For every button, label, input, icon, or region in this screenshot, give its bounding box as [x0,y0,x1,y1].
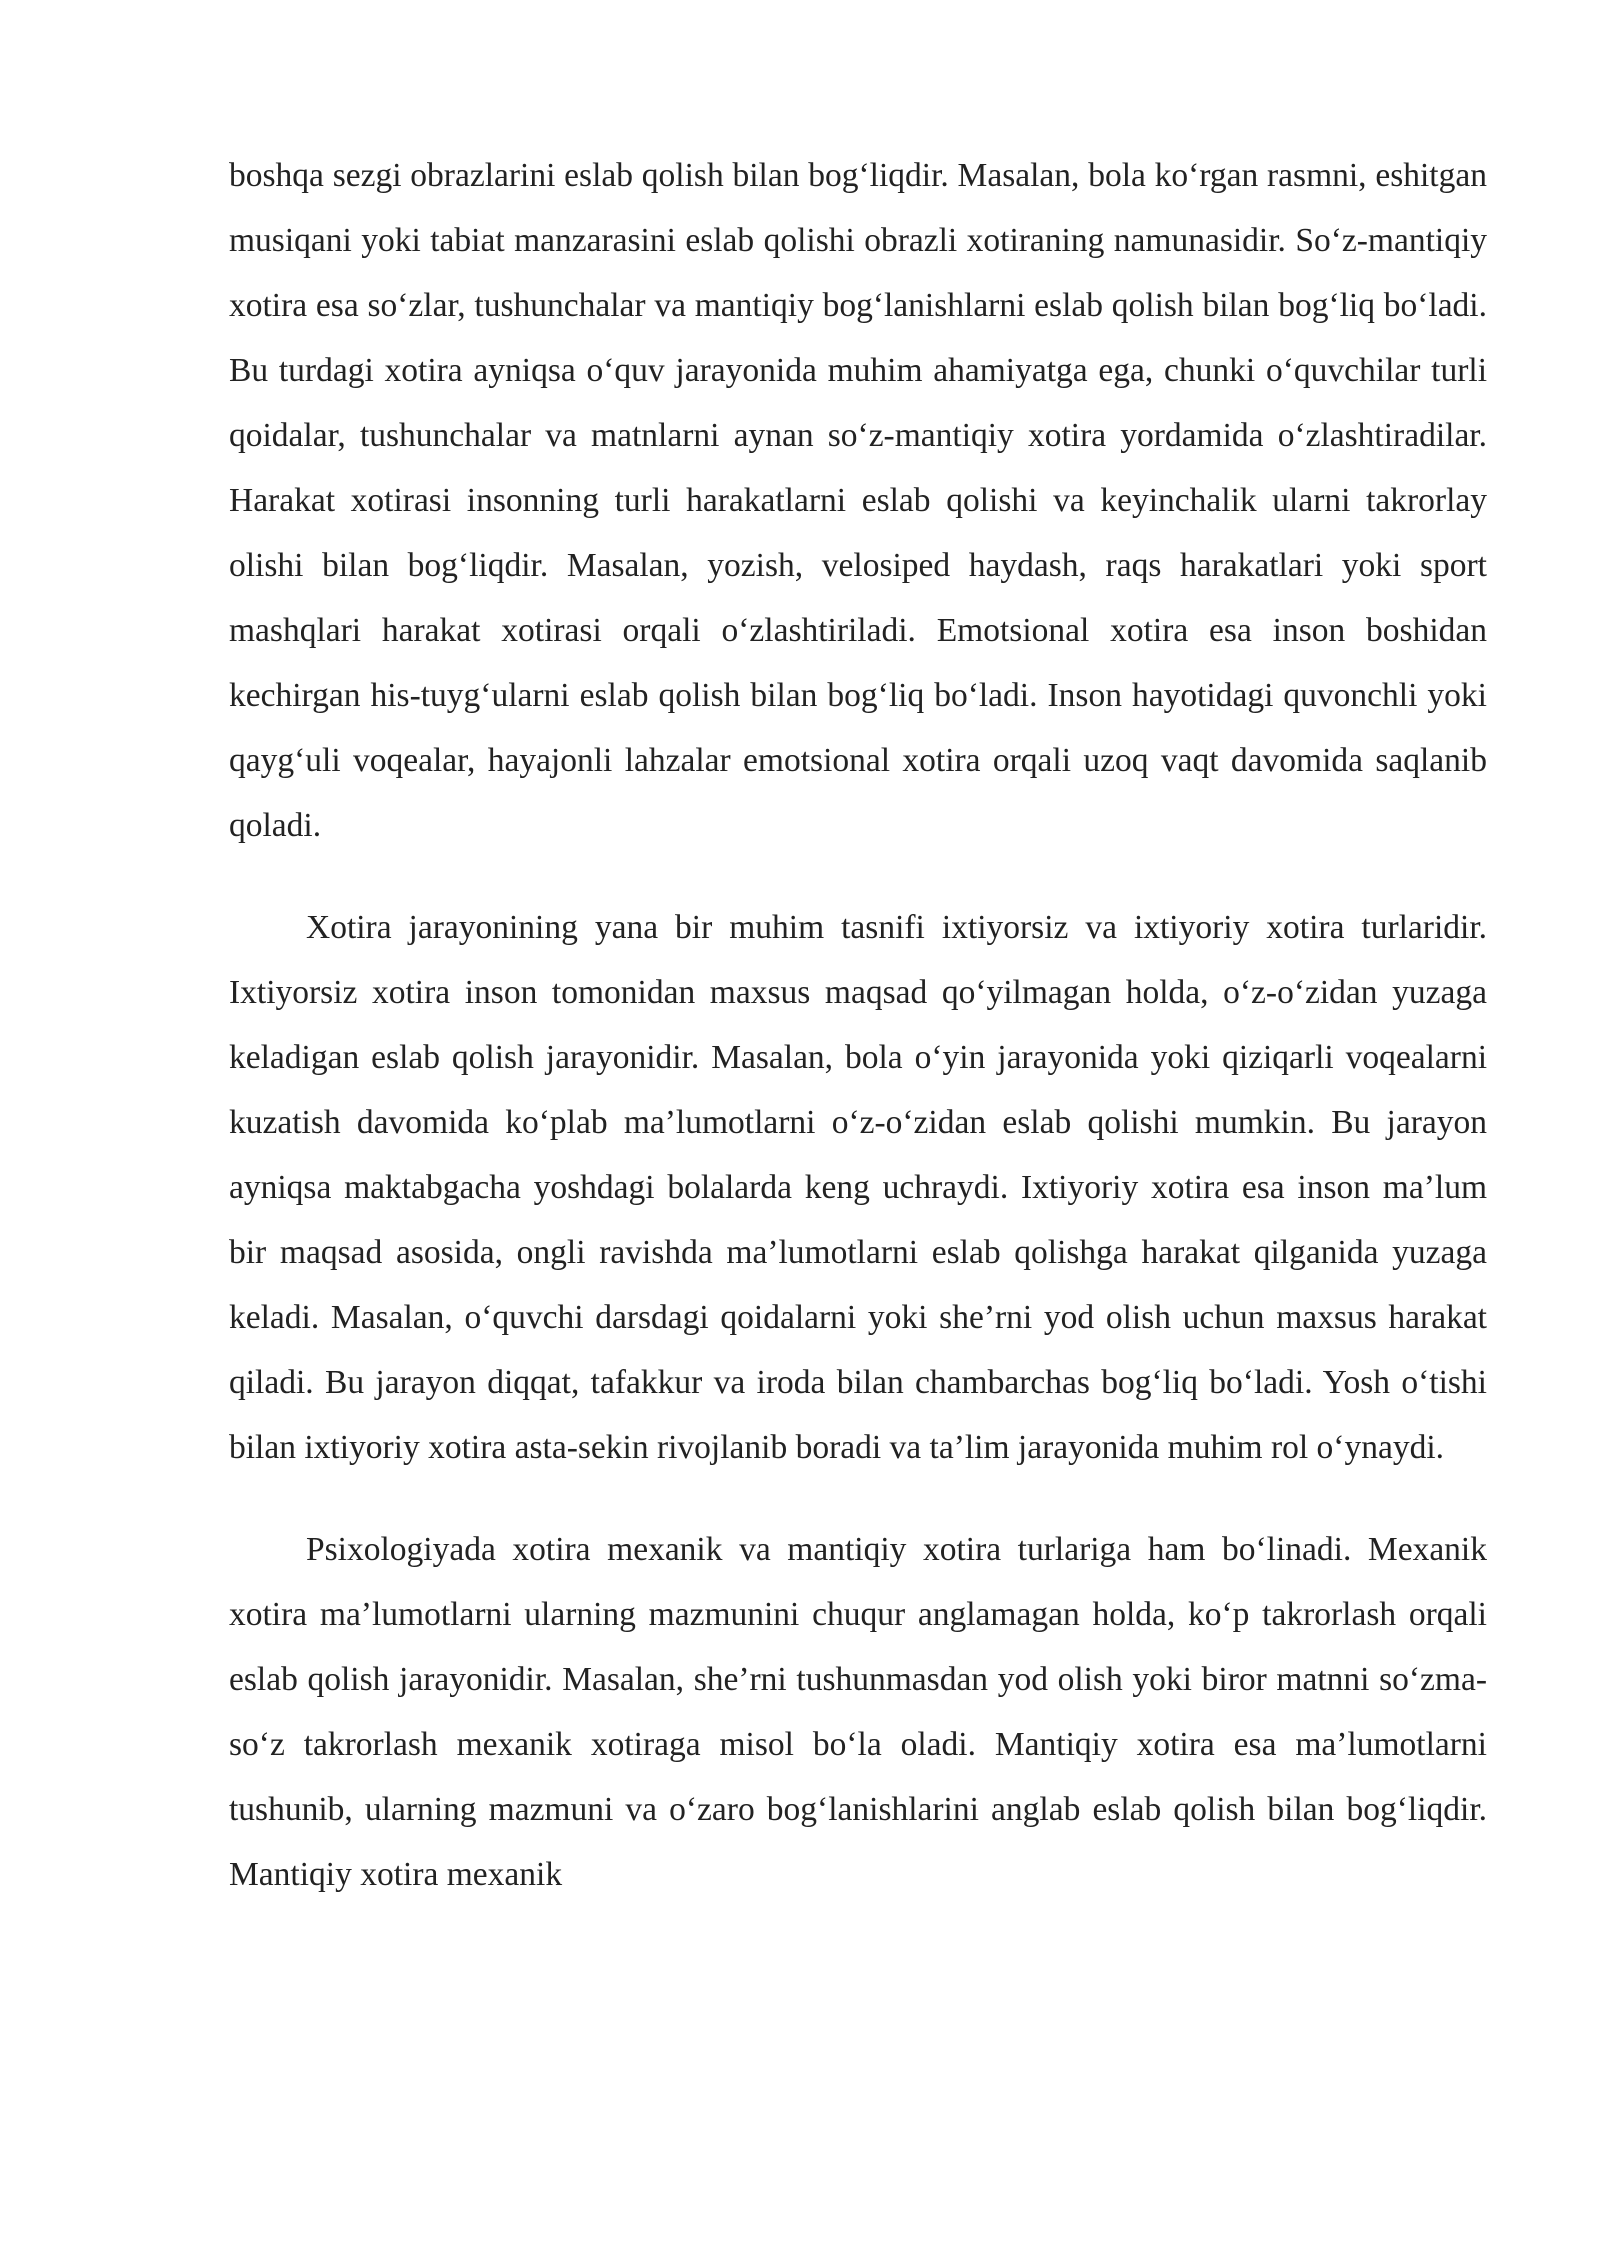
paragraph-3: Psixologiyada xotira mexanik va mantiqiy xotira turlariga ham bo‘linadi. Mexanik xotira ma’lumotlarni ularning mazmunini chuqur anglamagan holda, ko‘p takrorlash orqali eslab qolish jarayonidir. Masalan, she’rni tushunmasdan yod olish yoki biror matnni so‘zma-so‘z takrorlash mexanik xotiraga misol bo‘la oladi. Mantiqiy xotira esa ma’lumotlarni tushunib, ularning mazmuni va o‘zaro bog‘lanishlarini anglab eslab qolish bilan bog‘liqdir. Mantiqiy xotira mexanik [229,1531,1487,1893]
paragraph-2: Xotira jarayonining yana bir muhim tasnifi ixtiyorsiz va ixtiyoriy xotira turlaridir. Ixtiyorsiz xotira inson tomonidan maxsus maqsad qo‘yilmagan holda, o‘z-o‘zidan yuzaga keladigan eslab qolish jarayonidir. Masalan, bola o‘yin jarayonida yoki qiziqarli voqealarni kuzatish davomida ko‘plab ma’lumotlarni o‘z-o‘zidan eslab qolishi mumkin. Bu jarayon ayniqsa maktabgacha yoshdagi bolalarda keng uchraydi. Ixtiyoriy xotira esa inson ma’lum bir maqsad asosida, ongli ravishda ma’lumotlarni eslab qolishga harakat qilganida yuzaga keladi. Masalan, o‘quvchi darsdagi qoidalarni yoki she’rni yod olish uchun maxsus harakat qiladi. Bu jarayon diqqat, tafakkur va iroda bilan chambarchas bog‘liq bo‘ladi. Yosh o‘tishi bilan ixtiyoriy xotira asta-sekin rivojlanib boradi va ta’lim jarayonida muhim rol o‘ynaydi. [229,909,1487,1466]
paragraph-1: boshqa sezgi obrazlarini eslab qolish bilan bog‘liqdir. Masalan, bola ko‘rgan rasmni, eshitgan musiqani yoki tabiat manzarasini eslab qolishi obrazli xotiraning namunasidir. So‘z-mantiqiy xotira esa so‘zlar, tushunchalar va mantiqiy bog‘lanishlarni eslab qolish bilan bog‘liq bo‘ladi. Bu turdagi xotira ayniqsa o‘quv jarayonida muhim ahamiyatga ega, chunki o‘quvchilar turli qoidalar, tushunchalar va matnlarni aynan so‘z-mantiqiy xotira yordamida o‘zlashtiradilar. Harakat xotirasi insonning turli harakatlarni eslab qolishi va keyinchalik ularni takrorlay olishi bilan bog‘liqdir. Masalan, yozish, velosiped haydash, raqs harakatlari yoki sport mashqlari harakat xotirasi orqali o‘zlashtiriladi. Emotsional xotira esa inson boshidan kechirgan his-tuyg‘ularni eslab qolish bilan bog‘liq bo‘ladi. Inson hayotidagi quvonchli yoki qayg‘uli voqealar, hayajonli lahzalar emotsional xotira orqali uzoq vaqt davomida saqlanib qoladi. [229,157,1487,844]
body-text [229,143,1487,1907]
